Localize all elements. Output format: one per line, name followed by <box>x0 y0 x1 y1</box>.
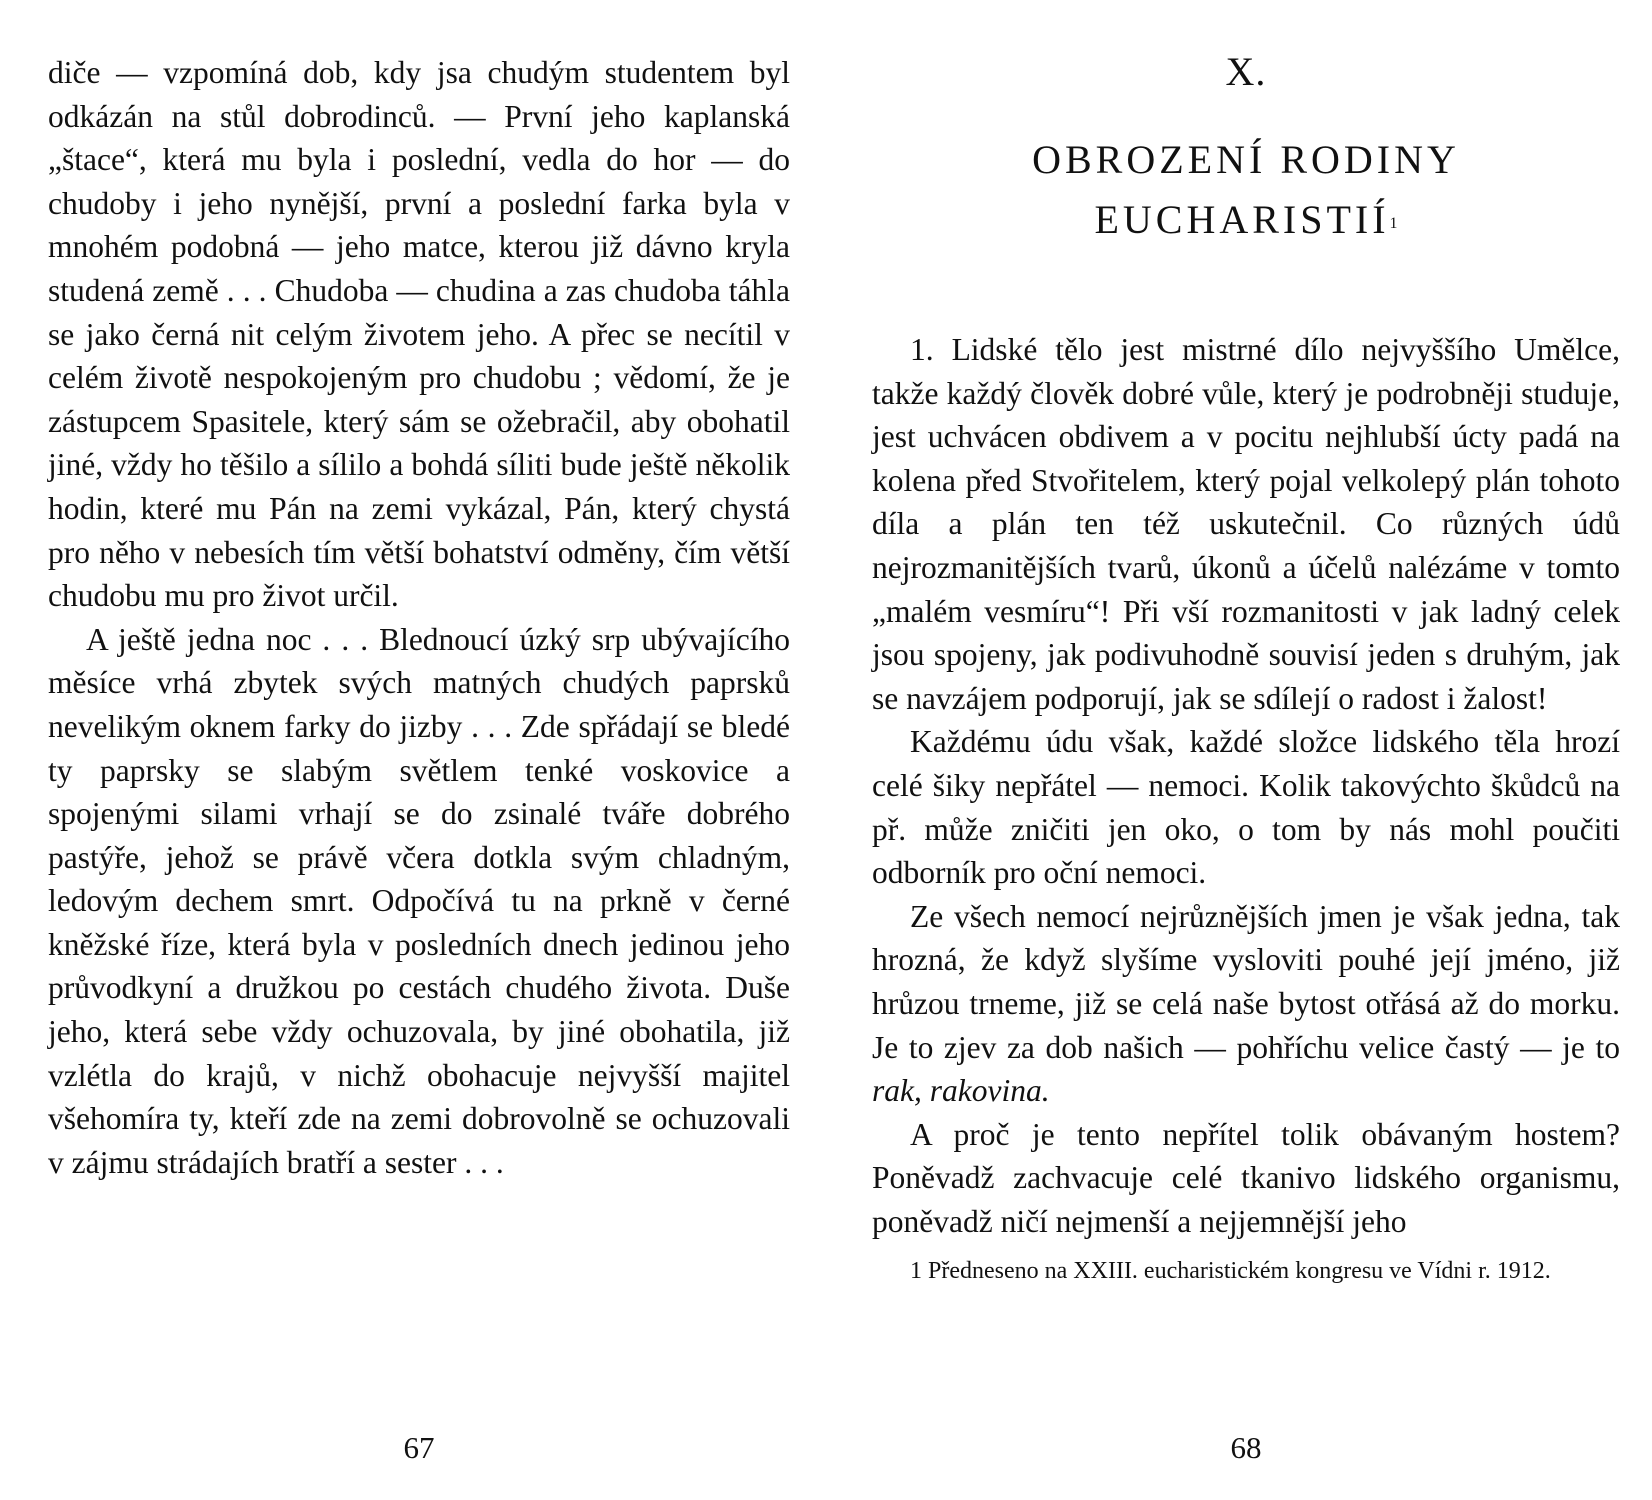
emphasis: rak <box>872 1073 914 1109</box>
emphasis: rakovina. <box>929 1073 1050 1109</box>
chapter-title-line: OBROZENÍ RODINY <box>1032 137 1460 182</box>
chapter-title-text: EUCHARISTIÍ <box>1094 197 1390 242</box>
chapter-title <box>872 130 1620 250</box>
chapter-number: X. <box>1225 49 1267 94</box>
emphasis-separator: , <box>914 1073 930 1109</box>
paragraph: diče — vzpomíná dob, kdy jsa chudým studentem byl odkázán na stůl dobrodinců. — První jeho kaplanská „štace“, která mu byla i poslední, vedla do hor — do chudoby i jeho nynější, první a poslední farka byla v mnohém podobná — jeho matce, kterou již dávno kryla studená země . . . Chudoba — chudina a zas chudoba táhla se jako černá nit celým životem jeho. A přec se necítil v celém životě nespokojeným pro chudobu ; vědomí, že je zástupcem Spasitele, který sám se ožebračil, aby obohatil jiné, vždy ho těšilo a sílilo a bohdá síliti bude ještě několik hodin, které mu Pán na zemi vykázal, Pán, který chystá pro něho v nebesích tím větší bohatství odměny, čím větší chudobu mu pro život určil. <box>48 55 790 614</box>
right-page <box>872 0 1620 1500</box>
paragraph <box>872 895 1620 1113</box>
page-number: 67 <box>403 1430 435 1465</box>
chapter-title-line <box>872 190 1620 250</box>
footnote-text: 1 Předneseno na XXIII. eucharistickém kongresu ve Vídni r. 1912. <box>910 1258 1551 1285</box>
paragraph: 1. Lidské tělo jest mistrné dílo nejvyššího Umělce, takže každý člověk dobré vůle, který je podrobněji studuje, jest uchvácen obdivem a v pocitu nejhlubší úcty padá na kolena před Stvořitelem, který pojal velkolepý plán tohoto díla a plán ten též uskutečnil. Co různých údů nejrozmanitějších tvarů, úkonů a účelů nalézáme v tomto „malém vesmíru“! Při vší rozmanitosti v jak ladný celek jsou spojeny, jak podivuhodně souvisí jeden s druhým, jak se navzájem podporují, jak se sdílejí o radost i žalost! <box>872 332 1620 716</box>
page-number: 68 <box>1230 1430 1262 1465</box>
footnote <box>872 1253 1620 1289</box>
paragraph: Každému údu však, každé složce lidského těla hrozí celé šiky nepřátel — nemoci. Kolik takovýchto škůdců na př. může zničiti jen oko, o tom by nás mohl poučiti odborník pro oční nemoci. <box>872 724 1620 891</box>
left-page-text <box>48 51 790 1184</box>
footnote-mark: 1 <box>1389 215 1398 232</box>
paragraph: A ještě jedna noc . . . Blednoucí úzký srp ubývajícího měsíce vrhá zbytek svých matných chudých paprsků nevelikým oknem farky do jizby . . . Zde spřádají se bledé ty paprsky se slabým světlem tenké voskovice a spojenými silami vrhají se do zsinalé tváře dobrého pastýře, jehož se právě včera dotkla svým chladným, ledovým dechem smrt. Odpočívá tu na prkně v černé kněžské říze, která byla v posledních dnech jedinou jeho průvodkyní a družkou po cestách chudého života. Duše jeho, která sebe vždy ochuzovala, by jiné obohatila, již vzlétla do krajů, v nichž obohacuje nejvyšší majitel všehomíra ty, kteří zde na zemi dobrovolně se ochuzovali v zájmu strádajích bratří a sester . . . <box>48 621 790 1180</box>
left-page <box>48 0 790 1500</box>
paragraph: A proč je tento nepřítel tolik obávaným hostem? Poněvadž zachvacuje celé tkanivo lidského organismu, poněvadž ničí nejmenší a nejjemnější jeho <box>872 1116 1620 1239</box>
right-page-text <box>872 328 1620 1243</box>
paragraph-text: Ze všech nemocí nejrůznějších jmen je však jedna, tak hrozná, že když slyšíme vysloviti pouhé její jméno, již hrůzou trneme, již se celá naše bytost otřásá až do morku. Je to zjev za dob našich — pohříchu velice častý — je to <box>872 898 1620 1065</box>
